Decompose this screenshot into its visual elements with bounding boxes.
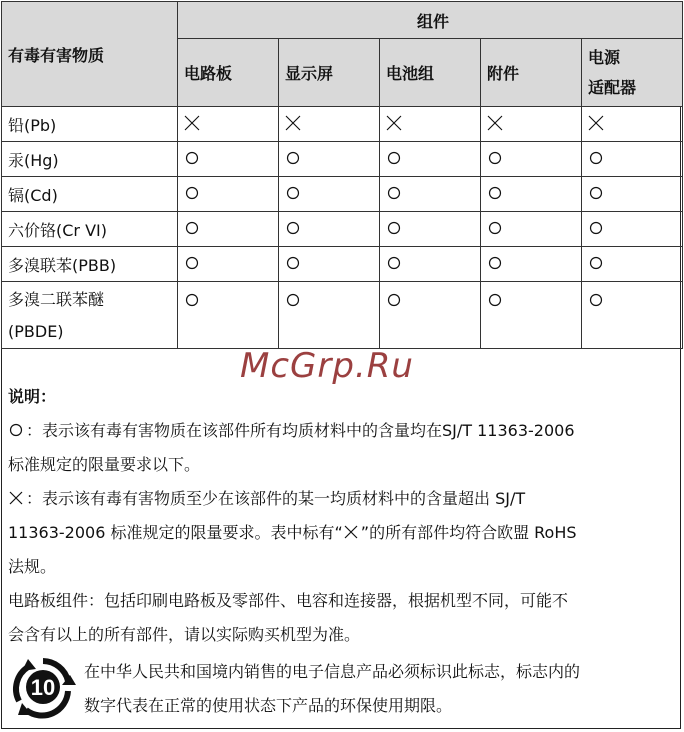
substance-name: 多溴二联苯醚 (PBDE) [2,282,178,349]
table-row [2,282,683,349]
circle-mark-icon [487,150,503,166]
mark-cell [279,107,380,142]
notes-title: 说明： [8,387,57,406]
watermark: McGrp.Ru [240,346,414,386]
mark-cell [380,177,481,212]
column-header: 电池组 [380,39,481,107]
mark-cell [380,142,481,177]
mark-cell [481,107,582,142]
circle-mark-icon [386,220,402,236]
mark-cell [582,107,683,142]
mark-cell [178,142,279,177]
notes-section [8,380,672,652]
table-row [2,247,683,282]
circle-mark-icon [184,150,200,166]
circle-mark-icon [184,185,200,201]
circle-mark-icon [184,255,200,271]
circle-mark-icon [285,255,301,271]
hazardous-substance-table [1,1,683,349]
circle-mark-icon [386,185,402,201]
circle-mark-icon [487,220,503,236]
circle-mark-icon [285,292,301,308]
mark-cell [582,177,683,212]
substance-name: 汞(Hg) [2,142,178,177]
cross-mark-icon [386,115,402,131]
mark-cell [279,247,380,282]
mark-cell [279,142,380,177]
cross-mark-icon [285,115,301,131]
substance-name: 六价铬(Cr VI) [2,212,178,247]
mark-cell [481,177,582,212]
table-row [2,107,683,142]
cross-mark-icon [8,490,24,506]
eco-line: 数字代表在正常的使用状态下产品的环保使用期限。 [84,696,453,715]
column-header: 电路板 [178,39,279,107]
circle-mark-icon [285,220,301,236]
circle-mark-icon [184,220,200,236]
mark-cell [582,212,683,247]
circle-mark-icon [8,422,24,438]
cross-mark-icon [487,115,503,131]
mark-cell [481,212,582,247]
circle-mark-icon [588,220,604,236]
cross-mark-icon [184,115,200,131]
circle-mark-icon [386,255,402,271]
note-circle: ：表示该有毒有害物质在该部件所有均质材料中的含量均在SJ/T 11363-2006 [8,414,672,448]
mark-cell [582,142,683,177]
circle-mark-icon [184,292,200,308]
circle-mark-icon [487,292,503,308]
eco-period-number: 10 [30,675,56,700]
corner-header: 有毒有害物质 [2,2,178,107]
mark-cell [481,247,582,282]
note-cross-cont: 11363-2006 标准规定的限量要求。表中标有“ ”的所有部件均符合欧盟 RoHS [8,523,577,542]
circle-mark-icon [588,185,604,201]
table-row [2,177,683,212]
column-header: 显示屏 [279,39,380,107]
substance-name: 镉(Cd) [2,177,178,212]
circle-mark-icon [588,292,604,308]
mark-cell [481,282,582,349]
mark-cell [582,282,683,349]
note-cross-end: 法规。 [8,557,57,576]
mark-cell [178,212,279,247]
mark-cell [178,177,279,212]
column-header: 电源 适配器 [582,39,683,107]
mark-cell [279,177,380,212]
substance-name: 铅(Pb) [2,107,178,142]
cross-mark-icon [343,524,359,540]
note-cross: ：表示该有毒有害物质至少在该部件的某一均质材料中的含量超出 SJ/T [8,482,672,516]
note-circle-cont: 标准规定的限量要求以下。 [8,455,201,474]
note-pcb: 电路板组件：包括印刷电路板及零部件、电容和连接器，根据机型不同，可能不 [8,591,569,610]
circle-mark-icon [588,255,604,271]
table-row [2,142,683,177]
circle-mark-icon [386,292,402,308]
circle-mark-icon [588,150,604,166]
mark-cell [178,282,279,349]
environment-protection-period-icon [6,655,80,719]
table-row [2,212,683,247]
cross-mark-icon [588,115,604,131]
column-header: 附件 [481,39,582,107]
mark-cell [380,247,481,282]
mark-cell [380,212,481,247]
mark-cell [380,107,481,142]
mark-cell [178,247,279,282]
mark-cell [279,282,380,349]
circle-mark-icon [386,150,402,166]
mark-cell [279,212,380,247]
mark-cell [582,247,683,282]
note-pcb-cont: 会含有以上的所有部件，请以实际购买机型为准。 [8,625,361,644]
circle-mark-icon [487,185,503,201]
component-group-header: 组件 [178,2,683,39]
eco-line: 在中华人民共和国境内销售的电子信息产品必须标识此标志，标志内的 [84,662,581,681]
circle-mark-icon [285,185,301,201]
circle-mark-icon [487,255,503,271]
circle-mark-icon [285,150,301,166]
mark-cell [178,107,279,142]
mark-cell [380,282,481,349]
substance-name: 多溴联苯(PBB) [2,247,178,282]
mark-cell [481,142,582,177]
eco-note [84,655,674,723]
